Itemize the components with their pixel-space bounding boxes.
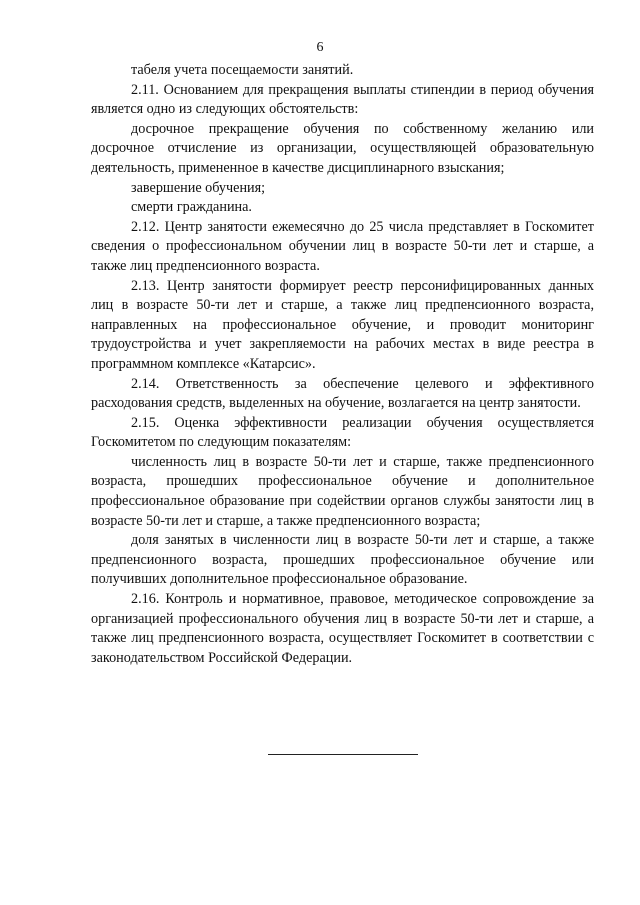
paragraph-2-15: 2.15. Оценка эффективности реализации обучения осуществляется Госкомитетом по следующим показателям:: [91, 414, 594, 451]
paragraph-2-11-completion: завершение обучения;: [131, 179, 266, 196]
paragraph-2-11-early-termination: досрочное прекращение обучения по собственному желанию или досрочное отчисление из организации, осуществляющей образовательную деятельность, примененное в качестве дисциплинарного взыскания;: [91, 120, 594, 176]
paragraph-2-14: 2.14. Ответственность за обеспечение целевого и эффективного расходования средств, выделенных на обучение, возлагается на центр занятости.: [91, 375, 594, 412]
paragraph-2-15-indicator-count: численность лиц в возрасте 50-ти лет и старше, также предпенсионного возраста, прошедших профессиональное обучение и дополнительное профессиональное образование при содействии органов службы занятости лиц в возрасте 50-ти лет и старше, а также предпенсионного возраста;: [91, 453, 594, 529]
paragraph-2-12: 2.12. Центр занятости ежемесячно до 25 числа представляет в Госкомитет сведения о профессиональном обучении лиц в возрасте 50-ти лет и старше, а также лиц предпенсионного возраста.: [91, 218, 594, 274]
page-number: 6: [316, 40, 324, 55]
paragraph-2-16: 2.16. Контроль и нормативное, правовое, методическое сопровождение за организацией профессионального обучения лиц в возрасте 50-ти лет и старше, а также лиц предпенсионного возраста, осуществляет Госкомитет в соответствии с законодательством Российской Федерации.: [91, 591, 594, 666]
document-body: [91, 61, 594, 668]
paragraph-2-15-indicator-share: доля занятых в численности лиц в возрасте 50-ти лет и старше, а также предпенсионного возраста, прошедших профессиональное обучение или получивших дополнительное профессиональное образование.: [91, 532, 594, 588]
paragraph-2-13: 2.13. Центр занятости формирует реестр персонифицированных данных лиц в возрасте 50-ти лет и старше, а также лиц предпенсионного возраста, направленных на профессиональное обучение, и проводит мониторинг трудоустройства и учет закрепляемости на рабочих местах в виде реестра в программном комплексе «Катарсис».: [91, 277, 594, 372]
paragraph-attendance-register-end: табеля учета посещаемости занятий.: [131, 62, 354, 78]
paragraph-2-11-death: смерти гражданина.: [131, 199, 252, 216]
paragraph-2-11: 2.11. Основанием для прекращения выплаты стипендии в период обучения является одно из следующих обстоятельств:: [91, 81, 594, 118]
end-separator-line: [268, 754, 418, 755]
